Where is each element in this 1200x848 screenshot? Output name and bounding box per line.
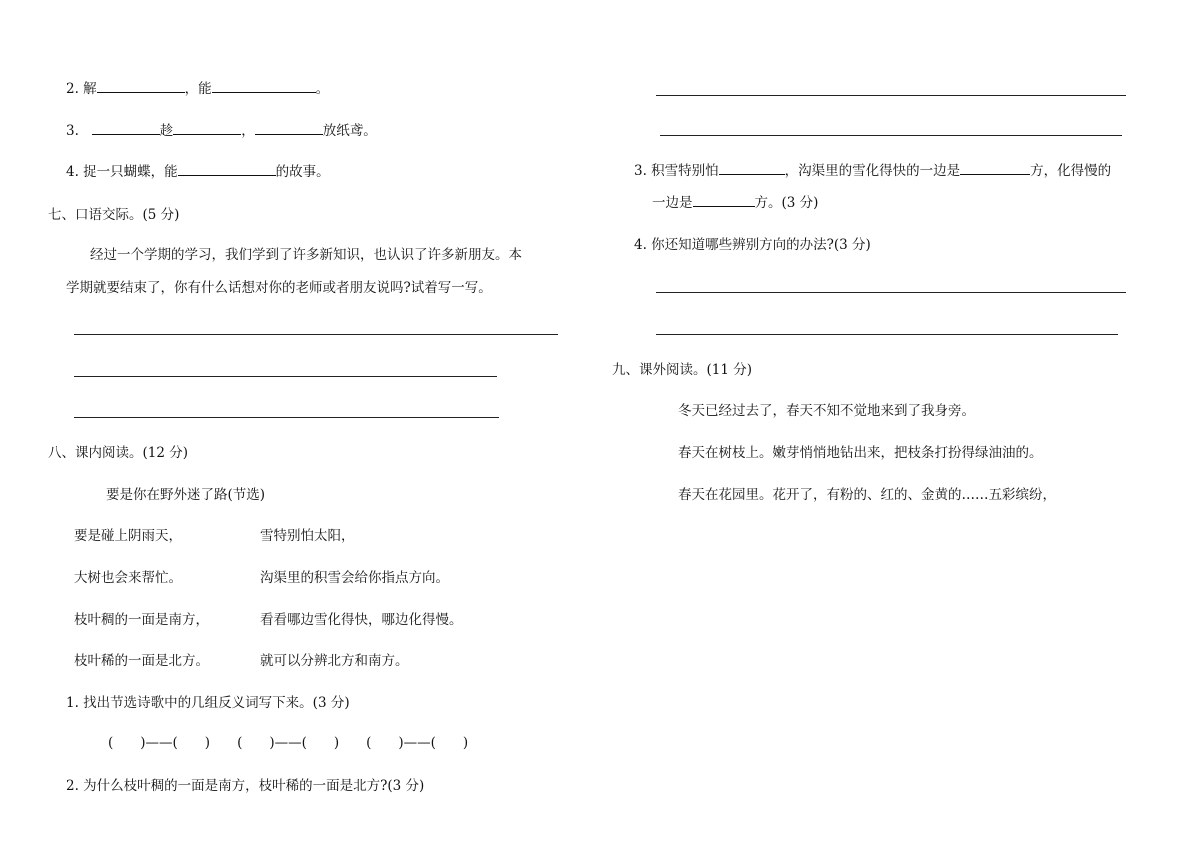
writing-line[interactable] xyxy=(74,376,497,377)
poem-line-right: 就可以分辨北方和南方。 xyxy=(260,653,409,669)
reading-question-4: 4. 你还知道哪些辨别方向的办法?(3 分) xyxy=(634,237,871,253)
passage-paragraph: 冬天已经过去了，春天不知不觉地来到了我身旁。 xyxy=(678,403,975,419)
poem-line-left: 枝叶稀的一面是北方。 xyxy=(74,653,209,669)
poem-line-left: 要是碰上阴雨天， xyxy=(74,528,182,544)
poem-line-right: 雪特别怕太阳， xyxy=(260,528,355,544)
antonym-answer-blanks[interactable]: ( )——( ) ( )——( ) ( )——( ) xyxy=(108,735,469,751)
section-7-title: 七、口语交际。(5 分) xyxy=(48,207,180,223)
poem-line-right: 看看哪边雪化得快，哪边化得慢。 xyxy=(260,612,463,628)
answer-blank[interactable] xyxy=(178,163,276,176)
reading-question-2: 2. 为什么枝叶稠的一面是南方，枝叶稀的一面是北方?(3 分) xyxy=(66,778,425,794)
poem-line-left: 枝叶稠的一面是南方， xyxy=(74,612,209,628)
section-7-prompt-line-2: 学期就要结束了，你有什么话想对你的老师或者朋友说吗?试着写一写。 xyxy=(66,280,492,296)
section-9-title: 九、课外阅读。(11 分) xyxy=(612,362,753,378)
fill-blank-question-2: 2. 解 ，能 。 xyxy=(66,81,330,97)
answer-blank[interactable] xyxy=(92,122,160,135)
fill-blank-question-3: 3. 趁 ， 放纸鸢。 xyxy=(66,123,377,139)
answer-blank[interactable] xyxy=(960,162,1030,175)
passage-paragraph: 春天在花园里。花开了，有粉的、红的、金黄的……五彩缤纷， xyxy=(678,487,1056,503)
answer-blank[interactable] xyxy=(97,80,185,93)
poem-title: 要是你在野外迷了路(节选) xyxy=(106,487,266,503)
writing-line[interactable] xyxy=(74,417,499,418)
writing-line[interactable] xyxy=(74,334,558,335)
reading-question-3: 3. 积雪特别怕 ，沟渠里的雪化得快的一边是 方，化得慢的 xyxy=(634,163,1112,179)
fill-blank-question-4: 4. 捉一只蝴蝶，能 的故事。 xyxy=(66,164,330,180)
poem-line-right: 沟渠里的积雪会给你指点方向。 xyxy=(260,570,449,586)
writing-line[interactable] xyxy=(656,334,1118,335)
answer-blank[interactable] xyxy=(255,122,323,135)
writing-line[interactable] xyxy=(656,292,1126,293)
answer-blank[interactable] xyxy=(693,194,755,207)
writing-line[interactable] xyxy=(656,95,1126,96)
answer-blank[interactable] xyxy=(719,162,785,175)
writing-line[interactable] xyxy=(660,135,1122,136)
poem-line-left: 大树也会来帮忙。 xyxy=(74,570,182,586)
answer-blank[interactable] xyxy=(173,122,241,135)
section-7-prompt-line-1: 经过一个学期的学习，我们学到了许多新知识，也认识了许多新朋友。本 xyxy=(90,247,522,263)
section-8-title: 八、课内阅读。(12 分) xyxy=(48,445,189,461)
reading-question-3-cont: 一边是 方。(3 分) xyxy=(652,195,819,211)
passage-paragraph: 春天在树枝上。嫩芽悄悄地钻出来，把枝条打扮得绿油油的。 xyxy=(678,445,1043,461)
reading-question-1: 1. 找出节选诗歌中的几组反义词写下来。(3 分) xyxy=(66,695,350,711)
answer-blank[interactable] xyxy=(212,80,316,93)
